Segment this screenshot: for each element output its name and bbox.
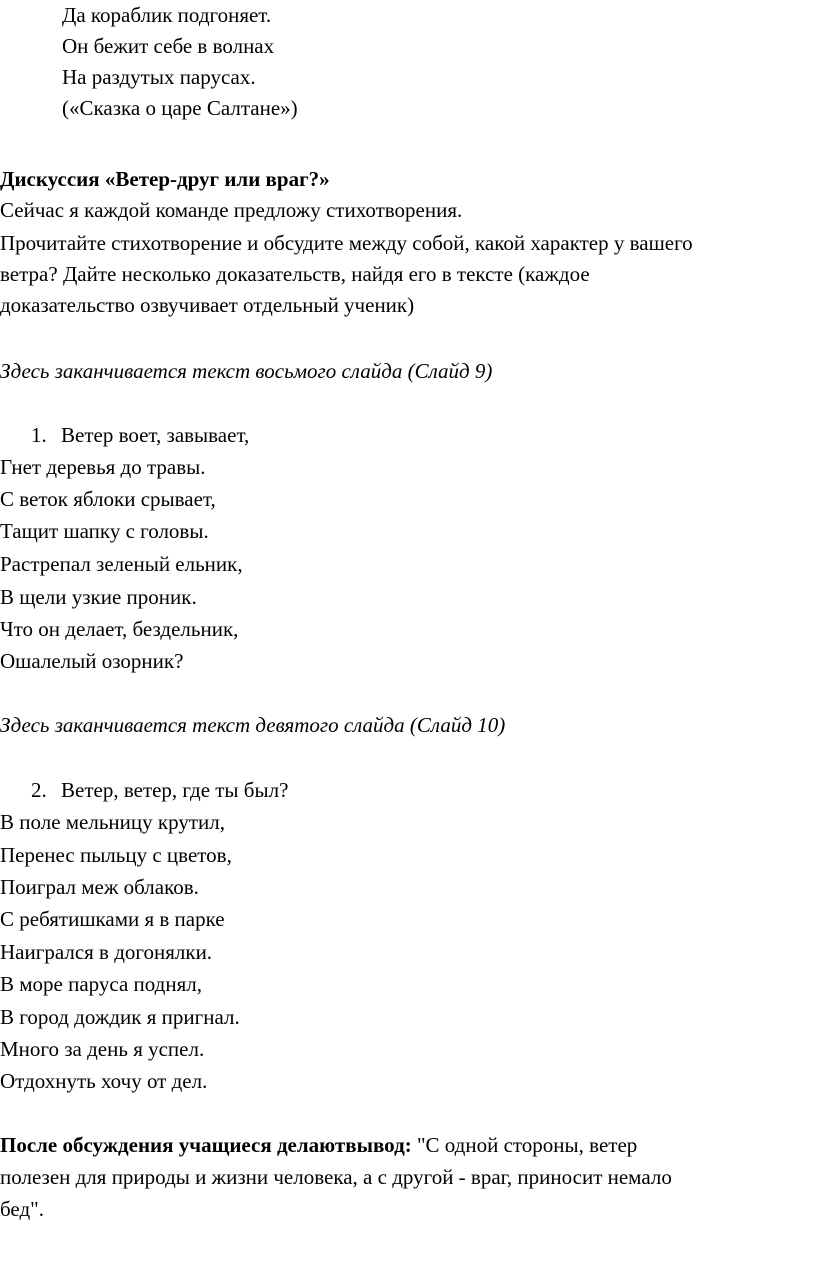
- discussion-line: ветра? Дайте несколько доказательств, найдя его в тексте (каждое: [0, 262, 590, 286]
- quote-source: («Сказка о царе Салтане»): [62, 96, 298, 120]
- poem-line: Гнет деревья до травы.: [0, 455, 206, 479]
- conclusion-line: бед".: [0, 1197, 44, 1221]
- poem-line: В щели узкие проник.: [0, 585, 197, 609]
- quote-line: Да кораблик подгоняет.: [62, 3, 272, 27]
- conclusion-label: После обсуждения учащиеся делаютвывод:: [0, 1133, 412, 1157]
- quote-line: На раздутых парусах.: [62, 65, 256, 89]
- poem-line: С веток яблоки срывает,: [0, 487, 216, 511]
- poem-line: Растрепал зеленый ельник,: [0, 552, 243, 576]
- slide-note: Здесь заканчивается текст девятого слайда (Слайд 10): [0, 713, 506, 737]
- discussion-line: Прочитайте стихотворение и обсудите между собой, какой характер у вашего: [0, 231, 693, 255]
- poem-line: Отдохнуть хочу от дел.: [0, 1069, 208, 1093]
- discussion-line: доказательство озвучивает отдельный ученик): [0, 293, 415, 317]
- poem-line: Ошалелый озорник?: [0, 649, 184, 673]
- poem-line-text: Ветер, ветер, где ты был?: [61, 778, 289, 802]
- poem-line: Много за день я успел.: [0, 1037, 205, 1061]
- discussion-line: Сейчас я каждой команде предложу стихотворения.: [0, 198, 463, 222]
- poem-line-text: Ветер воет, завывает,: [61, 423, 250, 447]
- conclusion-line: [0, 1130, 637, 1161]
- list-number: 2.: [31, 778, 47, 802]
- conclusion-line: полезен для природы и жизни человека, а с другой - враг, приносит немало: [0, 1165, 672, 1189]
- discussion-heading: Дискуссия «Ветер-друг или враг?»: [0, 167, 330, 191]
- poem-line: Что он делает, бездельник,: [0, 617, 239, 641]
- slide-note: Здесь заканчивается текст восьмого слайда (Слайд 9): [0, 359, 493, 383]
- poem-line: В город дождик я пригнал.: [0, 1005, 240, 1029]
- poem-first-line: [31, 420, 249, 451]
- poem-line: В поле мельницу крутил,: [0, 810, 225, 834]
- quote-line: Он бежит себе в волнах: [62, 34, 275, 58]
- conclusion-text: "С одной стороны, ветер: [411, 1133, 638, 1157]
- poem-line: Перенес пыльцу с цветов,: [0, 843, 232, 867]
- poem-line: Наигрался в догонялки.: [0, 940, 213, 964]
- list-number: 1.: [31, 423, 47, 447]
- poem-line: В море паруса поднял,: [0, 972, 202, 996]
- poem-line: С ребятишками я в парке: [0, 907, 225, 931]
- poem-first-line: [31, 775, 288, 806]
- poem-line: Тащит шапку с головы.: [0, 519, 209, 543]
- poem-line: Поиграл меж облаков.: [0, 875, 199, 899]
